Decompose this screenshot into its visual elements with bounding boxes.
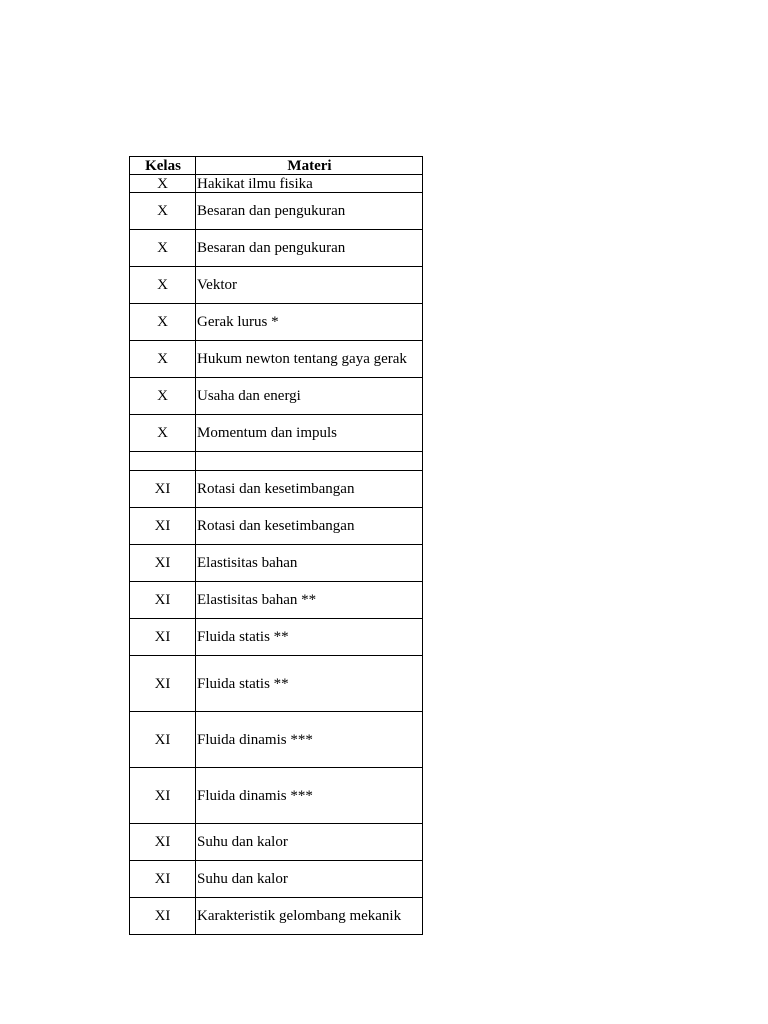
table-row [130, 898, 423, 935]
cell-materi: Fluida dinamis *** [196, 768, 423, 824]
table-row [130, 378, 423, 415]
cell-kelas: XI [130, 861, 196, 898]
cell-kelas: X [130, 267, 196, 304]
cell-kelas: X [130, 304, 196, 341]
cell-kelas: XI [130, 768, 196, 824]
header-materi: Materi [196, 157, 423, 175]
cell-materi: Rotasi dan kesetimbangan [196, 471, 423, 508]
table-row [130, 508, 423, 545]
cell-materi: Karakteristik gelombang mekanik [196, 898, 423, 935]
cell-kelas: XI [130, 898, 196, 935]
cell-kelas: X [130, 230, 196, 267]
cell-kelas: XI [130, 545, 196, 582]
cell-materi: Hakikat ilmu fisika [196, 175, 423, 193]
cell-kelas: XI [130, 508, 196, 545]
cell-kelas: XI [130, 582, 196, 619]
table-row [130, 656, 423, 712]
cell-materi: Elastisitas bahan [196, 545, 423, 582]
cell-kelas: XI [130, 619, 196, 656]
cell-materi: Vektor [196, 267, 423, 304]
cell-kelas: XI [130, 712, 196, 768]
cell-kelas: XI [130, 656, 196, 712]
cell-materi: Momentum dan impuls [196, 415, 423, 452]
table-row [130, 824, 423, 861]
cell-materi: Besaran dan pengukuran [196, 193, 423, 230]
header-kelas: Kelas [130, 157, 196, 175]
cell-materi: Suhu dan kalor [196, 861, 423, 898]
table-row-empty [130, 452, 423, 471]
cell-kelas: X [130, 378, 196, 415]
cell-materi: Fluida statis ** [196, 656, 423, 712]
cell-materi: Besaran dan pengukuran [196, 230, 423, 267]
table-row [130, 267, 423, 304]
cell-kelas: X [130, 341, 196, 378]
table-row [130, 341, 423, 378]
cell-materi: Fluida statis ** [196, 619, 423, 656]
table-row [130, 230, 423, 267]
cell-materi: Fluida dinamis *** [196, 712, 423, 768]
cell-materi: Gerak lurus * [196, 304, 423, 341]
table-row [130, 193, 423, 230]
cell-kelas: X [130, 415, 196, 452]
table-row [130, 304, 423, 341]
table-row [130, 712, 423, 768]
table-row [130, 545, 423, 582]
table-row [130, 861, 423, 898]
table-header-row [130, 157, 423, 175]
cell-kelas: XI [130, 824, 196, 861]
table-row [130, 415, 423, 452]
cell-materi: Rotasi dan kesetimbangan [196, 508, 423, 545]
table-row [130, 175, 423, 193]
cell-materi: Hukum newton tentang gaya gerak [196, 341, 423, 378]
cell-materi: Suhu dan kalor [196, 824, 423, 861]
table-row [130, 471, 423, 508]
cell-kelas: X [130, 193, 196, 230]
table-row [130, 768, 423, 824]
cell-materi: Elastisitas bahan ** [196, 582, 423, 619]
cell-kelas: X [130, 175, 196, 193]
cell-materi [196, 452, 423, 471]
materi-table [129, 156, 423, 935]
table-row [130, 619, 423, 656]
cell-kelas: XI [130, 471, 196, 508]
cell-kelas [130, 452, 196, 471]
cell-materi: Usaha dan energi [196, 378, 423, 415]
table-row [130, 582, 423, 619]
